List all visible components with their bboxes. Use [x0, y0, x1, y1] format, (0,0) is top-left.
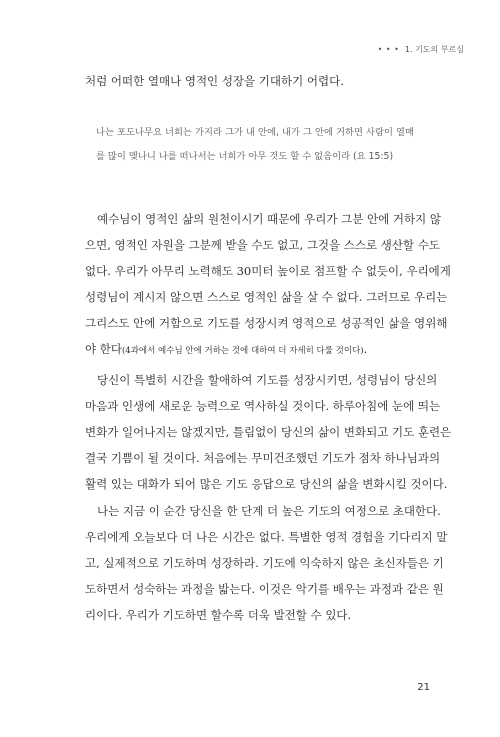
intro-line: 처럼 어떠한 열매나 영적인 성장을 기대하기 어렵다. — [85, 74, 344, 88]
paragraph-2-line: 마음과 인생에 새로운 능력으로 역사하실 것이다. 하루아침에 눈에 띄는 — [85, 399, 441, 413]
paragraph-3-line: 우리에게 오늘보다 더 나은 시간은 없다. 특별한 영적 경험을 기다리지 말 — [85, 530, 448, 544]
paragraph-1-last-main: 야 한다 — [85, 342, 122, 356]
paragraph-1-line: 없다. 우리가 아무리 노력해도 30미터 높이로 점프할 수 없듯이, 우리에게 — [85, 264, 451, 278]
paragraph-1-line: 예수님이 영적인 삶의 원천이시기 때문에 우리가 그분 안에 거하지 않 — [97, 212, 441, 226]
paragraph-3-line: 나는 지금 이 순간 당신을 한 단계 더 높은 기도의 여정으로 초대한다. — [97, 504, 441, 518]
quote-line-1: 나는 포도나무요 너희는 가지라 그가 내 안에, 내가 그 안에 거하면 사람이 열매 — [96, 127, 414, 138]
paragraph-1-last-line — [85, 341, 425, 357]
paragraph-1-period: . — [363, 342, 368, 356]
paragraph-1-line: 으면, 영적인 자원을 그분께 받을 수도 없고, 그것을 스스로 생산할 수도 — [85, 238, 440, 252]
paragraph-3-line: 도하면서 성숙하는 과정을 밟는다. 이것은 악기를 배우는 과정과 같은 원 — [85, 582, 444, 596]
quote-line-2: 를 많이 맺나니 나를 떠나서는 너희가 아무 것도 할 수 없음이라 (요 15:5) — [96, 151, 394, 162]
chapter-title: 1. 기도의 부르심 — [404, 45, 464, 54]
paragraph-1-line: 그리스도 안에 거함으로 기도를 성장시켜 영적으로 성공적인 삶을 영위해 — [85, 316, 448, 330]
paragraph-2-line: 활력 있는 대화가 되어 많은 기도 응답으로 당신의 삶을 변화시킬 것이다. — [85, 477, 448, 491]
header-dots: • • • — [377, 45, 400, 54]
paragraph-3-line: 고, 실제적으로 기도하며 성장하라. 기도에 익숙하지 않은 초신자들은 기 — [85, 556, 444, 570]
paragraph-1-line: 성령님이 계시지 않으면 스스로 영적인 삶을 살 수 없다. 그러므로 우리는 — [85, 290, 448, 304]
cross-reference-note: (4과에서 예수님 안에 거하는 것에 대하여 더 자세히 다룰 것이다) — [121, 346, 364, 356]
paragraph-2-line: 결국 기쁨이 될 것이다. 처음에는 무미건조했던 기도가 점차 하나님과의 — [85, 451, 441, 465]
paragraph-2-line: 변화가 일어나지는 않겠지만, 틀림없이 당신의 삶이 변화되고 기도 훈련은 — [85, 425, 452, 439]
paragraph-2-line: 당신이 특별히 시간을 할애하여 기도를 성장시키면, 성령님이 당신의 — [97, 373, 438, 387]
paragraph-3-last-line: 리이다. 우리가 기도하면 할수록 더욱 발전할 수 있다. — [85, 608, 352, 622]
running-header — [378, 44, 464, 55]
page-number: 21 — [417, 682, 430, 693]
